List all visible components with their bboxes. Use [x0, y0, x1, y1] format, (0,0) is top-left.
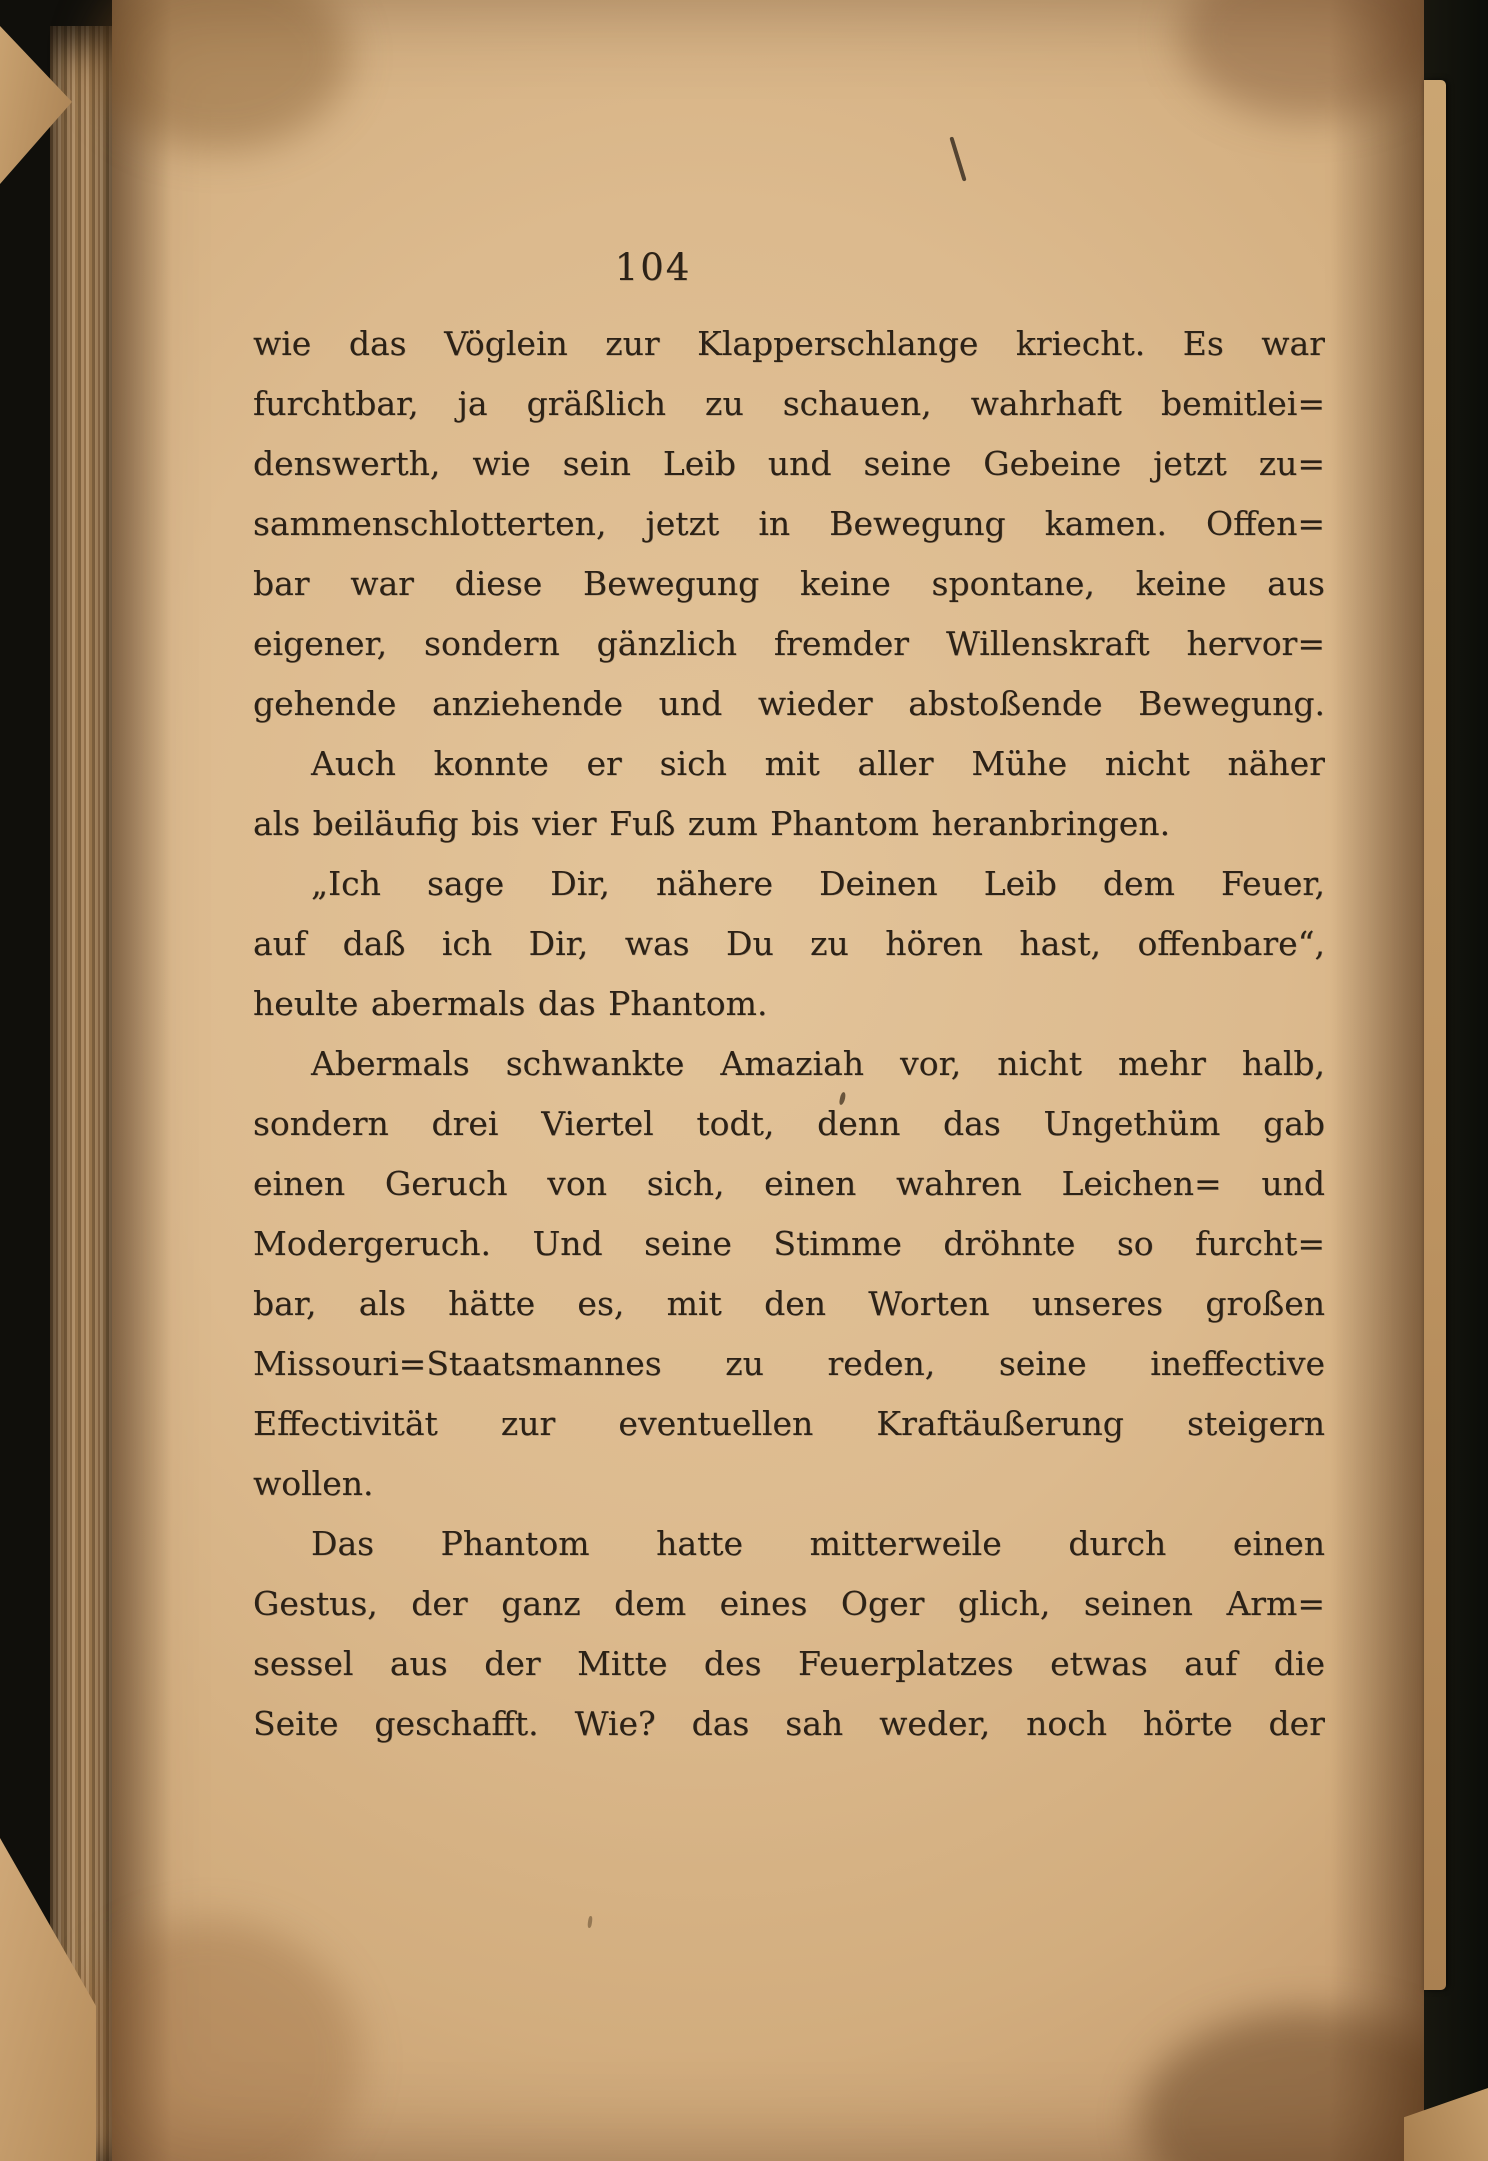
text-line: Missouri=Staatsmannes zu reden, seine ineffective [253, 1344, 1325, 1383]
text-line: bar, als hätte es, mit den Worten unseres großen [253, 1284, 1325, 1323]
gutter-shadow [112, 0, 172, 2161]
text-line: wollen. [253, 1464, 374, 1503]
text-line: eigener, sondern gänzlich fremder Willenskraft hervor= [253, 624, 1325, 663]
text-line: einen Geruch von sich, einen wahren Leichen= und [253, 1164, 1325, 1203]
body-text [253, 314, 1325, 1754]
text-line: Seite geschafft. Wie? das sah weder, noch hörte der [253, 1704, 1325, 1743]
text-line: furchtbar, ja gräßlich zu schauen, wahrhaft bemitlei= [253, 384, 1325, 423]
page-number: 104 [614, 246, 692, 289]
text-line: denswerth, wie sein Leib und seine Gebeine jetzt zu= [253, 444, 1325, 483]
underlying-page-edge [1424, 80, 1446, 1990]
text-line: gehende anziehende und wieder abstoßende Bewegung. [253, 684, 1325, 723]
text-line: bar war diese Bewegung keine spontane, keine aus [253, 564, 1325, 603]
text-line: wie das Vöglein zur Klapperschlange kriecht. Es war [253, 324, 1325, 363]
text-line: Effectivität zur eventuellen Kraftäußerung steigern [253, 1404, 1325, 1443]
text-line: sammenschlotterten, jetzt in Bewegung kamen. Offen= [253, 504, 1325, 543]
text-line: „Ich sage Dir, nähere Deinen Leib dem Feuer, [311, 864, 1325, 903]
text-line: Abermals schwankte Amaziah vor, nicht mehr halb, [311, 1044, 1325, 1083]
text-line: sessel aus der Mitte des Feuerplatzes etwas auf die [253, 1644, 1325, 1683]
text-line: Auch konnte er sich mit aller Mühe nicht näher [311, 744, 1325, 783]
text-line: Gestus, der ganz dem eines Oger glich, seinen Arm= [253, 1584, 1325, 1623]
text-line: Modergeruch. Und seine Stimme dröhnte so furcht= [253, 1224, 1325, 1263]
stacked-page-edges [50, 26, 116, 2161]
fore-edge-shadow [1330, 0, 1424, 2161]
text-line: sondern drei Viertel todt, denn das Ungethüm gab [253, 1104, 1325, 1143]
text-line: als beiläufig bis vier Fuß zum Phantom heranbringen. [253, 804, 1171, 843]
text-line: Das Phantom hatte mitterweile durch einen [311, 1524, 1325, 1563]
text-line: auf daß ich Dir, was Du zu hören hast, offenbare“, [253, 924, 1325, 963]
text-line: heulte abermals das Phantom. [253, 984, 768, 1023]
